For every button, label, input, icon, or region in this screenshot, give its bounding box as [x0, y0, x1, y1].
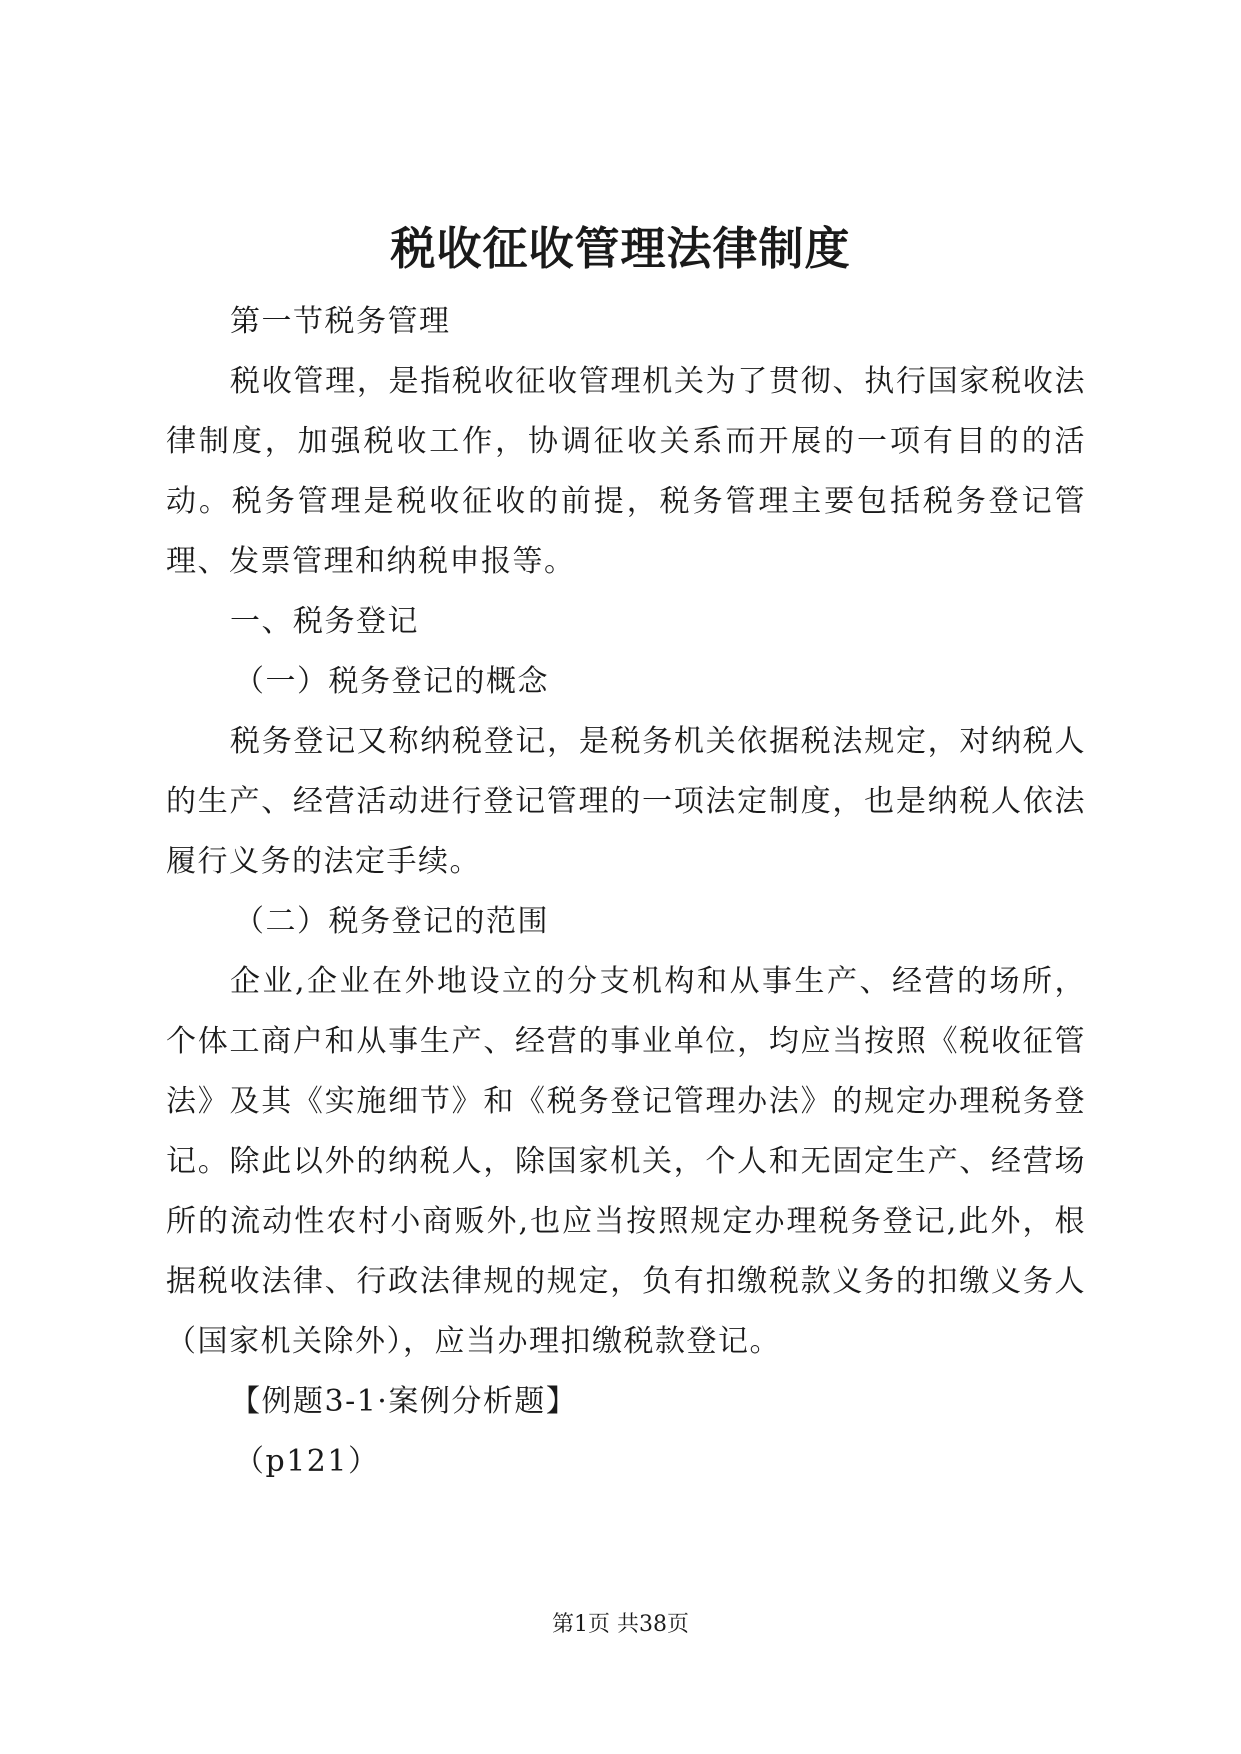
- section-heading: 第一节税务管理: [230, 304, 451, 339]
- page-footer: 第1页 共38页: [552, 1612, 689, 1637]
- document-title: 税收征收管理法律制度: [390, 222, 851, 275]
- document-body: [166, 292, 1086, 1492]
- subheading-tax-registration: 一、税务登记: [230, 604, 419, 639]
- paragraph-tax-management: 税收管理，是指税收征收管理机关为了贯彻、执行国家税收法律制度，加强税收工作，协调征收关系而开展的一项有目的的活动。税务管理是税收征收的前提，税务管理主要包括税务登记管理、发票管理和纳税申报等。: [166, 364, 1086, 579]
- subheading-registration-concept: （一）税务登记的概念: [234, 664, 549, 699]
- subheading-registration-scope: （二）税务登记的范围: [234, 904, 549, 939]
- example-heading: 【例题3-1·案例分析题】: [230, 1384, 578, 1419]
- paragraph-registration-scope: 企业,企业在外地设立的分支机构和从事生产、经营的场所，个体工商户和从事生产、经营的事业单位，均应当按照《税收征管法》及其《实施细节》和《税务登记管理办法》的规定办理税务登记。除此以外的纳税人，除国家机关，个人和无固定生产、经营场所的流动性农村小商贩外,也应当按照规定办理税务登记,此外，根据税收法律、行政法律规的规定，负有扣缴税款义务的扣缴义务人（国家机关除外），应当办理扣缴税款登记。: [166, 964, 1086, 1359]
- page-reference: （p121）: [234, 1444, 380, 1479]
- paragraph-registration-concept: 税务登记又称纳税登记，是税务机关依据税法规定，对纳税人的生产、经营活动进行登记管理的一项法定制度，也是纳税人依法履行义务的法定手续。: [166, 724, 1086, 879]
